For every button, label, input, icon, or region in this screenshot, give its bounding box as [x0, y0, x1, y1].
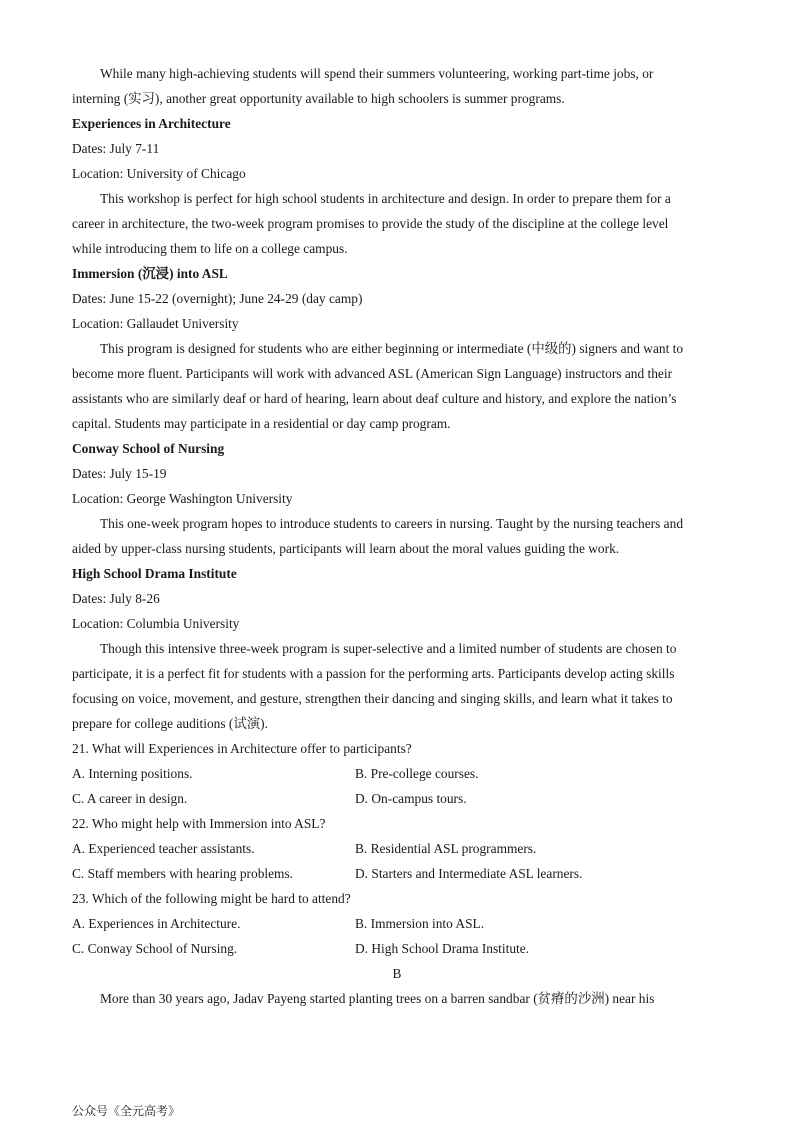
option-a: A. Experiences in Architecture. [72, 916, 241, 931]
program-title: Experiences in Architecture [72, 116, 231, 131]
question-stem: 22. Who might help with Immersion into ASL? [72, 816, 326, 831]
option-row [72, 786, 722, 811]
program-desc-line: This workshop is perfect for high school students in architecture and design. In order to prepare them for a [100, 191, 671, 206]
option-row [72, 936, 722, 961]
option-c: C. A career in design. [72, 791, 188, 806]
program-title: High School Drama Institute [72, 566, 237, 581]
option-row [72, 911, 722, 936]
option-b: B. Immersion into ASL. [355, 916, 485, 931]
program-desc-line: capital. Students may participate in a residential or day camp program. [72, 416, 451, 431]
program-dates: Dates: July 8-26 [72, 591, 160, 606]
program-title: Immersion (沉浸) into ASL [72, 266, 228, 281]
program-desc-line: aided by upper-class nursing students, participants will learn about the moral values guiding the work. [72, 541, 620, 556]
program-location: Location: Gallaudet University [72, 316, 239, 331]
intro-line: While many high-achieving students will spend their summers volunteering, working part-time jobs, or [100, 66, 654, 81]
option-d: D. Starters and Intermediate ASL learners. [355, 866, 583, 881]
program-dates: Dates: July 7-11 [72, 141, 160, 156]
option-d: D. High School Drama Institute. [355, 941, 530, 956]
question-stem: 21. What will Experiences in Architecture offer to participants? [72, 741, 412, 756]
option-c: C. Conway School of Nursing. [72, 941, 238, 956]
program-desc-line: Though this intensive three-week program is super-selective and a limited number of students are chosen to [100, 641, 677, 656]
program-desc-line: assistants who are similarly deaf or hard of hearing, learn about deaf culture and history, and explore the nation’s [72, 391, 677, 406]
option-d: D. On-campus tours. [355, 791, 467, 806]
program-location: Location: University of Chicago [72, 166, 246, 181]
option-a: A. Experienced teacher assistants. [72, 841, 255, 856]
option-row [72, 761, 722, 786]
option-c: C. Staff members with hearing problems. [72, 866, 294, 881]
program-location: Location: Columbia University [72, 616, 240, 631]
option-a: A. Interning positions. [72, 766, 193, 781]
section-heading: B [392, 966, 402, 981]
question-stem: 23. Which of the following might be hard to attend? [72, 891, 351, 906]
program-location: Location: George Washington University [72, 491, 293, 506]
page-footer: 公众号《全元高考》 [72, 1104, 181, 1118]
program-title: Conway School of Nursing [72, 441, 225, 456]
program-desc-line: become more fluent. Participants will work with advanced ASL (American Sign Language) instructors and their [72, 366, 673, 381]
document-body [72, 61, 722, 1011]
option-row [72, 836, 722, 861]
intro-line: interning (实习), another great opportunity available to high schoolers is summer programs. [72, 91, 565, 106]
program-desc-line: while introducing them to life on a college campus. [72, 241, 348, 256]
section-b-line: More than 30 years ago, Jadav Payeng started planting trees on a barren sandbar (贫瘠的沙洲) near his [100, 991, 655, 1006]
program-desc-line: focusing on voice, movement, and gesture, strengthen their dancing and singing skills, and learn what it takes to [72, 691, 673, 706]
program-desc-line: prepare for college auditions (试演). [72, 716, 268, 731]
option-b: B. Residential ASL programmers. [355, 841, 537, 856]
option-b: B. Pre-college courses. [355, 766, 479, 781]
program-desc-line: participate, it is a perfect fit for students with a passion for the performing arts. Participants develop acting skills [72, 666, 675, 681]
program-dates: Dates: June 15-22 (overnight); June 24-29 (day camp) [72, 291, 363, 306]
option-row [72, 861, 722, 886]
program-desc-line: This one-week program hopes to introduce students to careers in nursing. Taught by the nursing teachers and [100, 516, 684, 531]
program-desc-line: This program is designed for students who are either beginning or intermediate (中级的) signers and want to [100, 341, 684, 356]
program-desc-line: career in architecture, the two-week program promises to provide the study of the discipline at the college level [72, 216, 669, 231]
program-dates: Dates: July 15-19 [72, 466, 167, 481]
